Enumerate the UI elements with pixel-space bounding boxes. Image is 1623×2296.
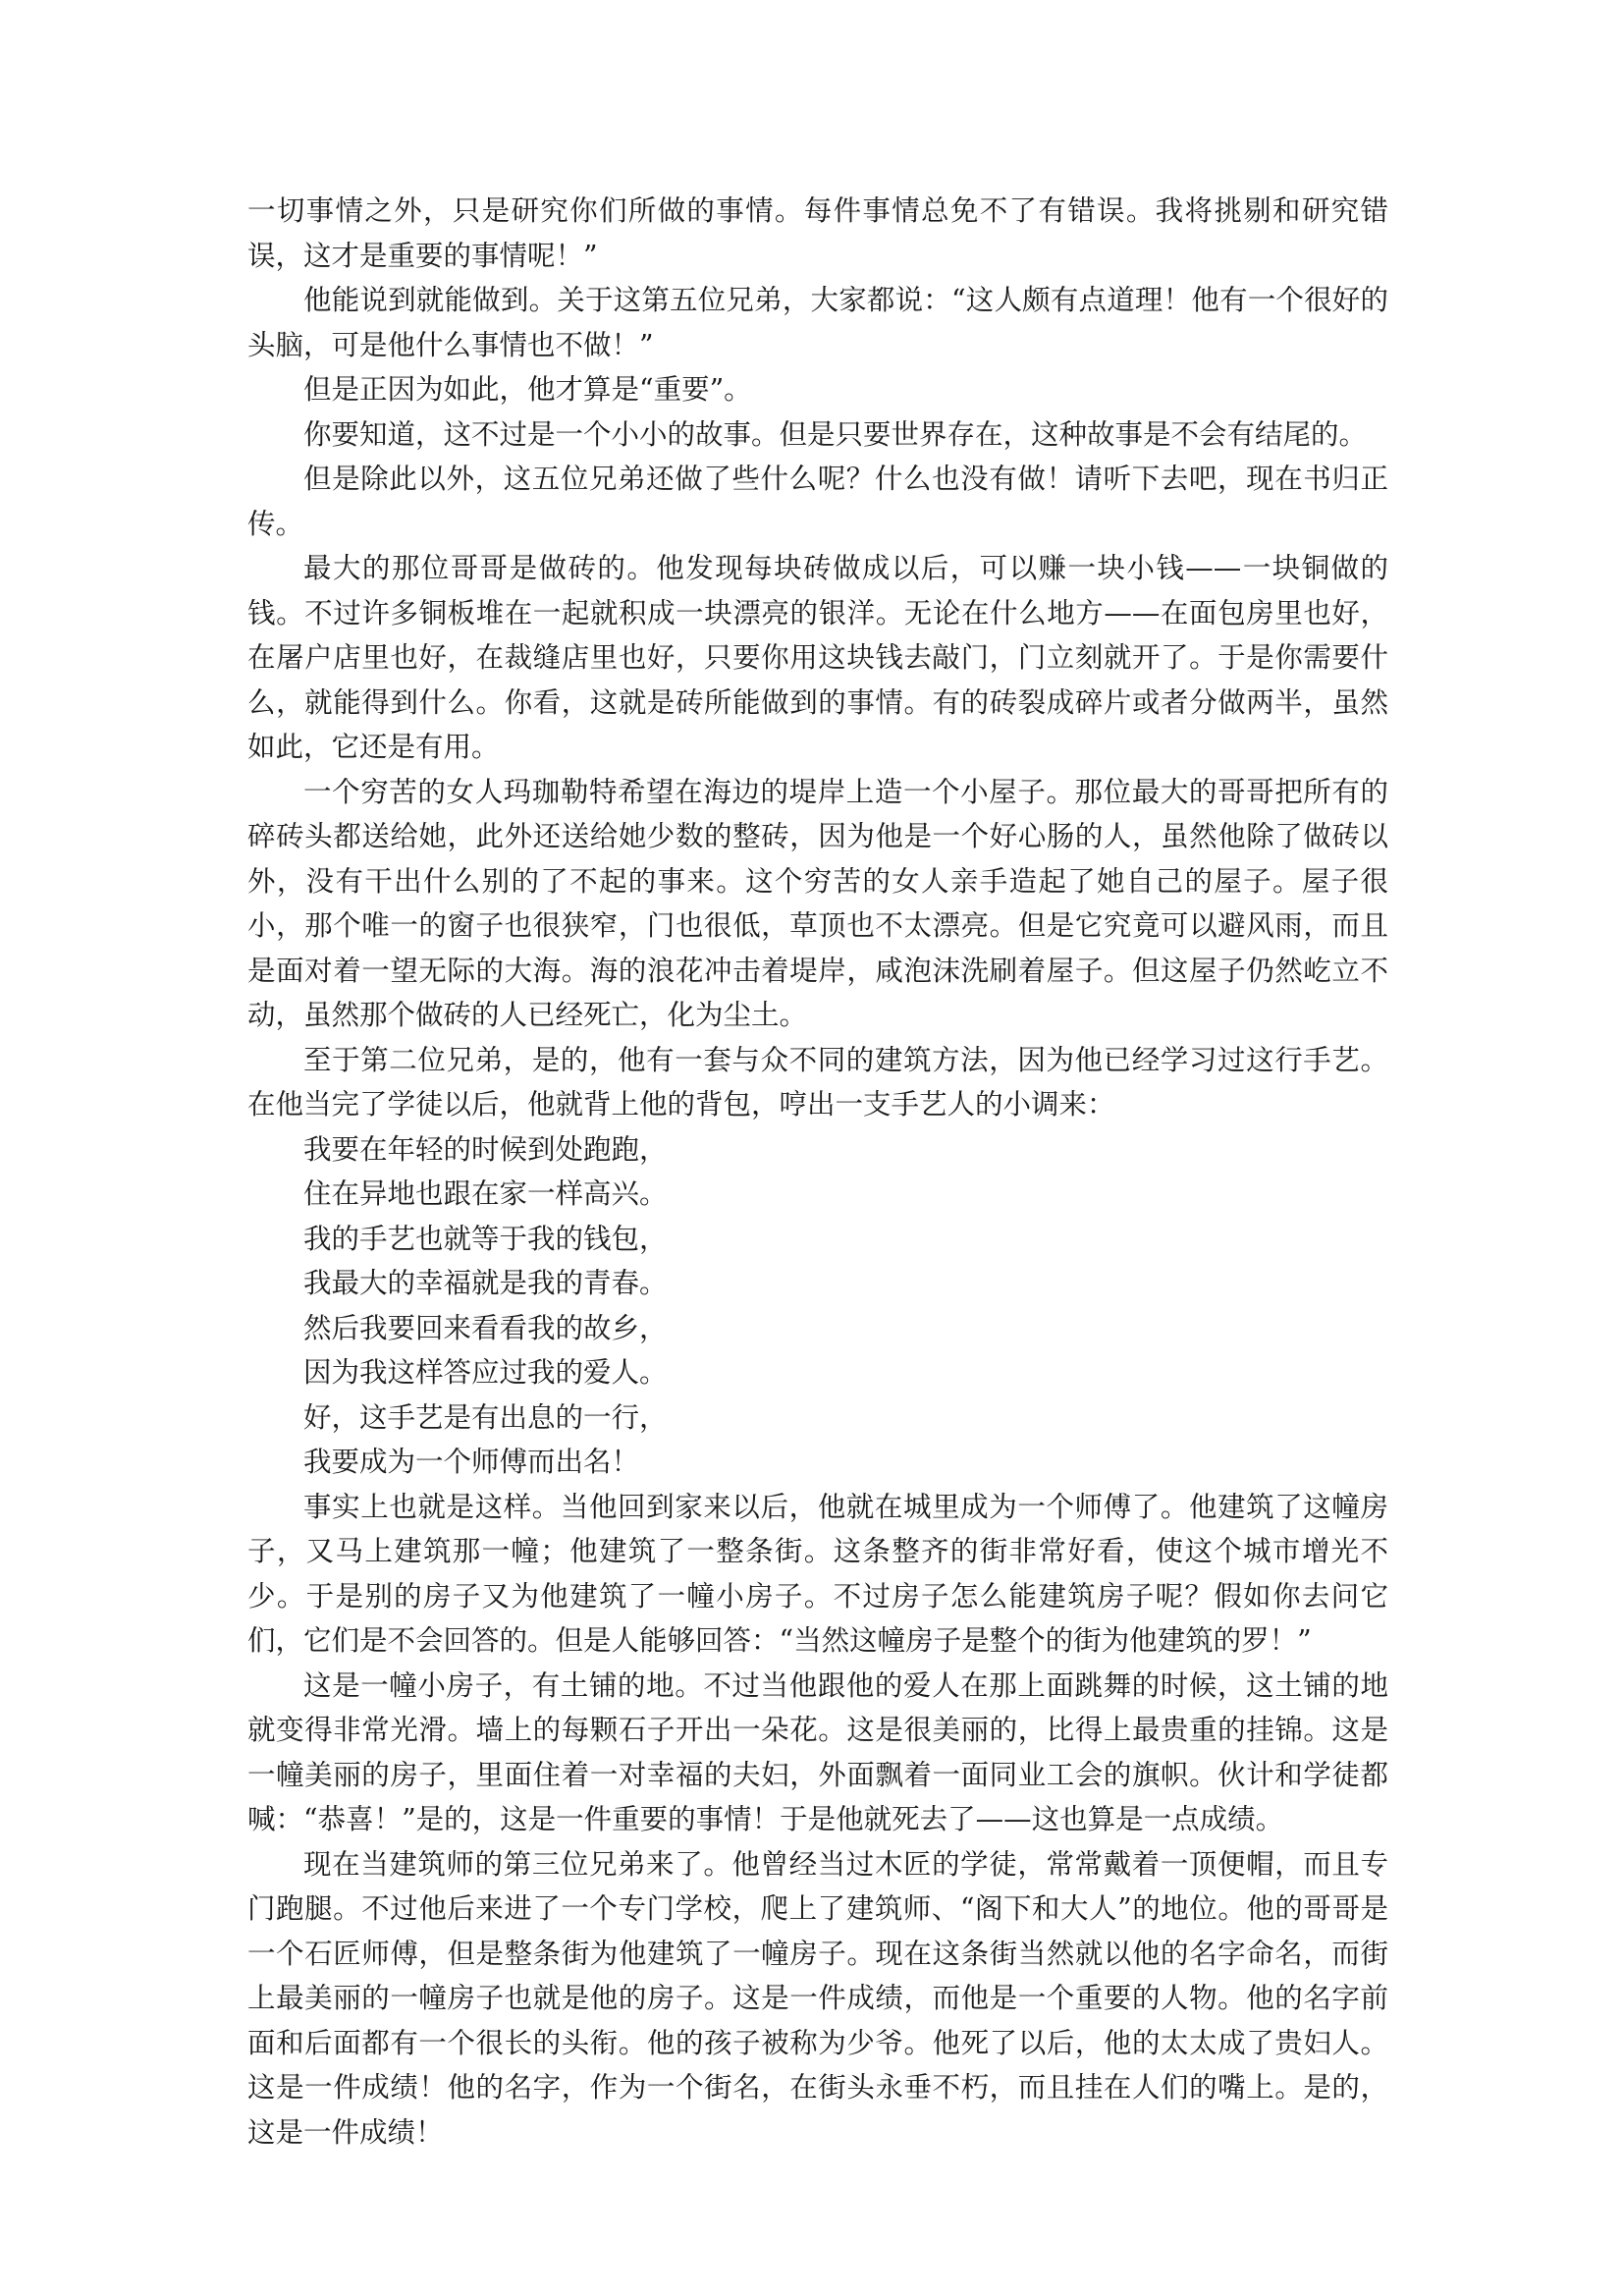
- paragraph: 一个穷苦的女人玛珈勒特希望在海边的堤岸上造一个小屋子。那位最大的哥哥把所有的碎砖头都送给她，此外还送给她少数的整砖，因为他是一个好心肠的人，虽然他除了做砖以外，没有干出什么别的了不起的事来。这个穷苦的女人亲手造起了她自己的屋子。屋子很小，那个唯一的窗子也很狭窄，门也很低，草顶也不太漂亮。但是它究竟可以避风雨，而且是面对着一望无际的大海。海的浪花冲击着堤岸，咸泡沫洗刷着屋子。但这屋子仍然屹立不动，虽然那个做砖的人已经死亡，化为尘土。: [247, 775, 1388, 1031]
- paragraph: 但是正因为如此，他才算是“重要”。: [303, 373, 752, 406]
- verse-block: [247, 1127, 1388, 1485]
- paragraph: 至于第二位兄弟，是的，他有一套与众不同的建筑方法，因为他已经学习过这行手艺。在他当完了学徒以后，他就背上他的背包，哼出一支手艺人的小调来：: [247, 1043, 1388, 1121]
- paragraph: 事实上也就是这样。当他回到家来以后，他就在城里成为一个师傅了。他建筑了这幢房子，又马上建筑那一幢；他建筑了一整条街。这条整齐的街非常好看，使这个城市增光不少。于是别的房子又为他建筑了一幢小房子。不过房子怎么能建筑房子呢？假如你去问它们，它们是不会回答的。但是人能够回答：“当然这幢房子是整个的街为他建筑的罗！”: [247, 1490, 1388, 1657]
- paragraph: 他能说到就能做到。关于这第五位兄弟，大家都说：“这人颇有点道理！他有一个很好的头脑，可是他什么事情也不做！”: [247, 284, 1388, 361]
- document-page: [247, 189, 1388, 2155]
- verse-line: 因为我这样答应过我的爱人。: [303, 1356, 668, 1389]
- verse-line: 我要成为一个师傅而出名！: [303, 1446, 640, 1478]
- paragraph: 但是除此以外，这五位兄弟还做了些什么呢？什么也没有做！请听下去吧，现在书归正传。: [247, 463, 1388, 540]
- paragraph: 最大的那位哥哥是做砖的。他发现每块砖做成以后，可以赚一块小钱——一块铜做的钱。不过许多铜板堆在一起就积成一块漂亮的银洋。无论在什么地方——在面包房里也好，在屠户店里也好，在裁缝店里也好，只要你用这块钱去敲门，门立刻就开了。于是你需要什么，就能得到什么。你看，这就是砖所能做到的事情。有的砖裂成碎片或者分做两半，虽然如此，它还是有用。: [247, 552, 1388, 763]
- paragraph: 你要知道，这不过是一个小小的故事。但是只要世界存在，这种故事是不会有结尾的。: [303, 417, 1368, 451]
- verse-line: 我最大的幸福就是我的青春。: [303, 1267, 668, 1299]
- paragraph-continuation: 一切事情之外，只是研究你们所做的事情。每件事情总免不了有错误。我将挑剔和研究错误，这才是重要的事情呢！”: [247, 194, 1388, 272]
- paragraph: 这是一幢小房子，有土铺的地。不过当他跟他的爱人在那上面跳舞的时候，这土铺的地就变得非常光滑。墙上的每颗石子开出一朵花。这是很美丽的，比得上最贵重的挂锦。这是一幢美丽的房子，里面住着一对幸福的夫妇，外面飘着一面同业工会的旗帜。伙计和学徒都喊：“恭喜！”是的，这是一件重要的事情！于是他就死去了——这也算是一点成绩。: [247, 1668, 1388, 1835]
- verse-line: 住在异地也跟在家一样高兴。: [303, 1177, 668, 1210]
- verse-line: 我要在年轻的时候到处跑跑，: [303, 1132, 668, 1166]
- verse-line: 好，这手艺是有出息的一行，: [303, 1400, 668, 1434]
- verse-line: 然后我要回来看看我的故乡，: [303, 1311, 668, 1344]
- paragraph: 现在当建筑师的第三位兄弟来了。他曾经当过木匠的学徒，常常戴着一顶便帽，而且专门跑腿。不过他后来进了一个专门学校，爬上了建筑师、“阁下和大人”的地位。他的哥哥是一个石匠师傅，但是整条街为他建筑了一幢房子。现在这条街当然就以他的名字命名，而街上最美丽的一幢房子也就是他的房子。这是一件成绩，而他是一个重要的人物。他的名字前面和后面都有一个很长的头衔。他的孩子被称为少爷。他死了以后，他的太太成了贵妇人。这是一件成绩！他的名字，作为一个街名，在街头永垂不朽，而且挂在人们的嘴上。是的，这是一件成绩！: [247, 1847, 1388, 2149]
- verse-line: 我的手艺也就等于我的钱包，: [303, 1222, 668, 1255]
